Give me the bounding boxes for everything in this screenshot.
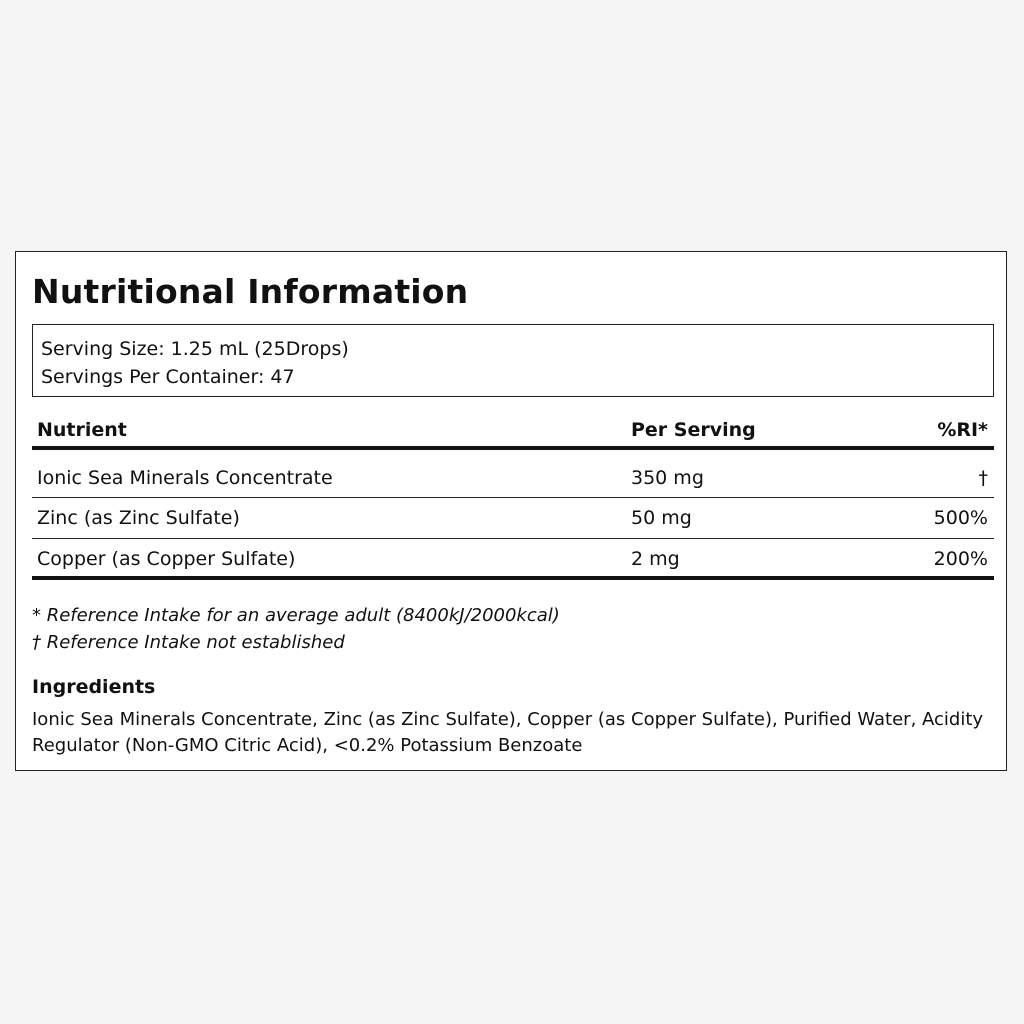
per-serving-value: 2 mg xyxy=(631,548,680,570)
ingredients-heading: Ingredients xyxy=(32,676,156,698)
table-header-row xyxy=(32,412,994,450)
servings-per-container-text: Servings Per Container: 47 xyxy=(41,366,295,388)
nutrition-label-panel xyxy=(15,251,1007,771)
per-serving-value: 50 mg xyxy=(631,507,692,529)
nutrient-name: Ionic Sea Minerals Concentrate xyxy=(37,467,333,489)
footnotes xyxy=(32,602,560,656)
ri-value: 500% xyxy=(933,507,988,529)
per-serving-value: 350 mg xyxy=(631,467,704,489)
ingredients-text: Ionic Sea Minerals Concentrate, Zinc (as Zinc Sulfate), Copper (as Copper Sulfate), Purified Water, Acidity Regulator (Non-GMO Citric Acid), <0.2% Potassium Benzoate xyxy=(32,709,984,756)
label-title: Nutritional Information xyxy=(32,272,469,311)
nutrient-table xyxy=(32,412,994,580)
serving-size-text: Serving Size: 1.25 mL (25Drops) xyxy=(41,338,349,360)
nutrient-name: Zinc (as Zinc Sulfate) xyxy=(37,507,240,529)
ri-value: 200% xyxy=(933,548,988,570)
footnote-reference-intake: * Reference Intake for an average adult (8400kJ/2000kcal) xyxy=(32,605,560,626)
table-row xyxy=(32,539,994,580)
table-row xyxy=(32,498,994,539)
table-row xyxy=(32,450,994,498)
header-ri: %RI* xyxy=(937,419,988,441)
footnote-not-established: † Reference Intake not established xyxy=(32,632,345,653)
header-nutrient: Nutrient xyxy=(37,419,127,441)
ri-value: † xyxy=(978,467,988,489)
nutrient-name: Copper (as Copper Sulfate) xyxy=(37,548,296,570)
header-per-serving: Per Serving xyxy=(631,419,756,441)
serving-info-box xyxy=(32,324,994,397)
